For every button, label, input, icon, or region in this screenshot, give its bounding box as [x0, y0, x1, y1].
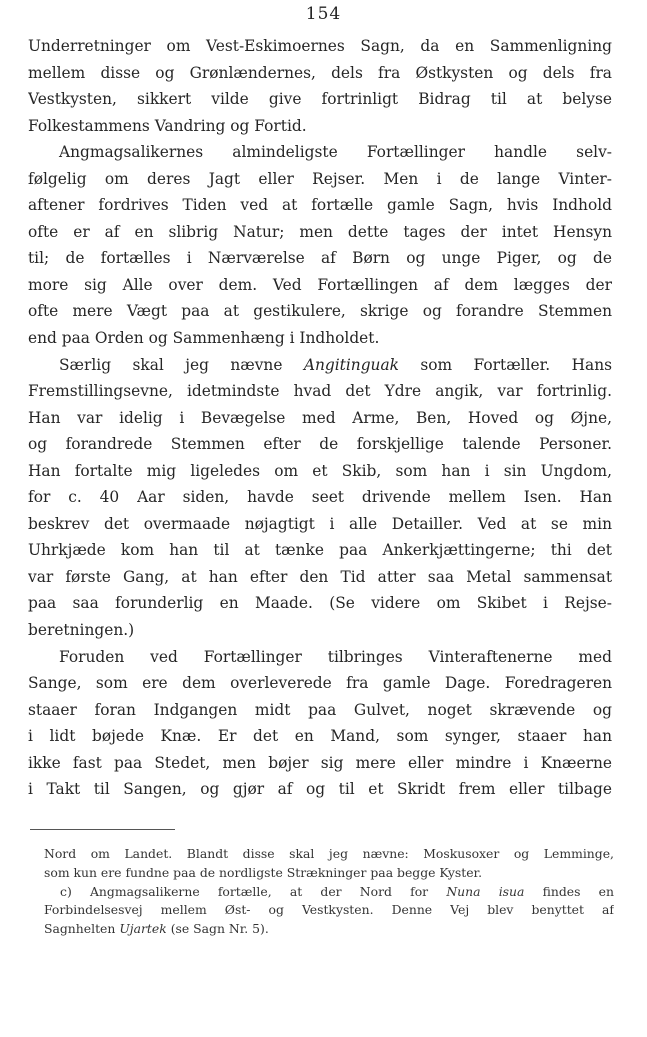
text-fragment: som Fortæller. Hans	[420, 355, 612, 374]
footnote-divider	[30, 829, 175, 830]
text-line: Fremstillingsevne, idetmindste hvad det Ydre angik, var fortrinlig.	[28, 382, 612, 401]
footnote-fragment: (se Sagn Nr. 5).	[170, 921, 269, 936]
body-text	[28, 33, 612, 803]
place-name: Nuna isua	[446, 883, 525, 899]
text-line: i lidt bøjede Knæ. Er det en Mand, som synger, staaer han	[28, 727, 612, 746]
footnote-line: som kun ere fundne paa de nordligste Strækninger paa begge Kyster.	[44, 864, 483, 880]
footnote-line	[44, 883, 614, 902]
footnote-fragment: c) Angmagsalikerne fortælle, at der Nord for	[60, 883, 429, 899]
text-fragment: Særlig skal jeg nævne	[59, 355, 283, 374]
text-line: more sig Alle over dem. Ved Fortællingen af dem lægges der	[28, 275, 612, 294]
text-line: ofte er af en slibrig Natur; men dette tages der intet Hensyn	[28, 222, 612, 241]
page-number: 154	[305, 4, 342, 24]
text-line: følgelig om deres Jagt eller Rejser. Men i de lange Vinter-	[28, 169, 612, 188]
footnote-fragment: findes en	[542, 883, 614, 899]
text-line: Sange, som ere dem overleverede fra gamle Dage. Foredrageren	[28, 674, 612, 693]
footnote-fragment: Sagnhelten	[44, 921, 116, 936]
text-line: Angmagsalikernes almindeligste Fortællinger handle selv-	[59, 143, 612, 162]
text-line: Han var idelig i Bevægelse med Arme, Ben, Hoved og Øjne,	[28, 408, 612, 427]
footnote-line	[44, 920, 614, 939]
text-line: beretningen.)	[28, 621, 135, 640]
footnotes	[44, 845, 614, 939]
text-line: Underretninger om Vest-Eskimoernes Sagn, da en Sammenligning	[28, 37, 612, 55]
narrator-name: Angitinguak	[303, 355, 399, 374]
text-line: Foruden ved Fortællinger tilbringes Vinteraftenerne med	[59, 647, 612, 666]
text-line	[28, 352, 612, 379]
text-line: staaer foran Indgangen midt paa Gulvet, noget skrævende og	[28, 700, 612, 719]
footnote-line: Nord om Landet. Blandt disse skal jeg nævne: Moskusoxer og Lemminge,	[44, 846, 614, 861]
text-line: ikke fast paa Stedet, men bøjer sig mere eller mindre i Knæerne	[28, 753, 612, 772]
text-line: end paa Orden og Sammenhæng i Indholdet.	[28, 329, 380, 348]
hero-name: Ujartek	[119, 921, 167, 936]
footnote-line: Forbindelsesvej mellem Øst- og Vestkysten. Denne Vej blev benyttet af	[44, 902, 614, 918]
text-line: paa saa forunderlig en Maade. (Se videre om Skibet i Rejse-	[28, 594, 612, 613]
text-line: og forandrede Stemmen efter de forskjellige talende Personer.	[28, 435, 612, 454]
text-line: mellem disse og Grønlændernes, dels fra Østkysten og dels fra	[28, 63, 612, 82]
text-line: ofte mere Vægt paa at gestikulere, skrige og forandre Stemmen	[28, 302, 612, 321]
text-line: for c. 40 Aar siden, havde seet drivende mellem Isen. Han	[28, 488, 612, 507]
text-line: Vestkysten, sikkert vilde give fortrinligt Bidrag til at belyse	[28, 90, 612, 109]
text-line: Folkestammens Vandring og Fortid.	[28, 116, 307, 135]
text-line: beskrev det overmaade nøjagtigt i alle Detailler. Ved at se min	[28, 514, 612, 533]
text-line: var første Gang, at han efter den Tid atter saa Metal sammensat	[28, 567, 612, 586]
text-line: i Takt til Sangen, og gjør af og til et Skridt frem eller tilbage	[28, 780, 612, 799]
text-line: aftener fordrives Tiden ved at fortælle gamle Sagn, hvis Indhold	[28, 196, 612, 215]
text-line: til; de fortælles i Nærværelse af Børn og unge Piger, og de	[28, 249, 612, 268]
text-line: Han fortalte mig ligeledes om et Skib, som han i sin Ungdom,	[28, 461, 612, 480]
text-line: Uhrkjæde kom han til at tænke paa Ankerkjættingerne; thi det	[28, 541, 612, 560]
